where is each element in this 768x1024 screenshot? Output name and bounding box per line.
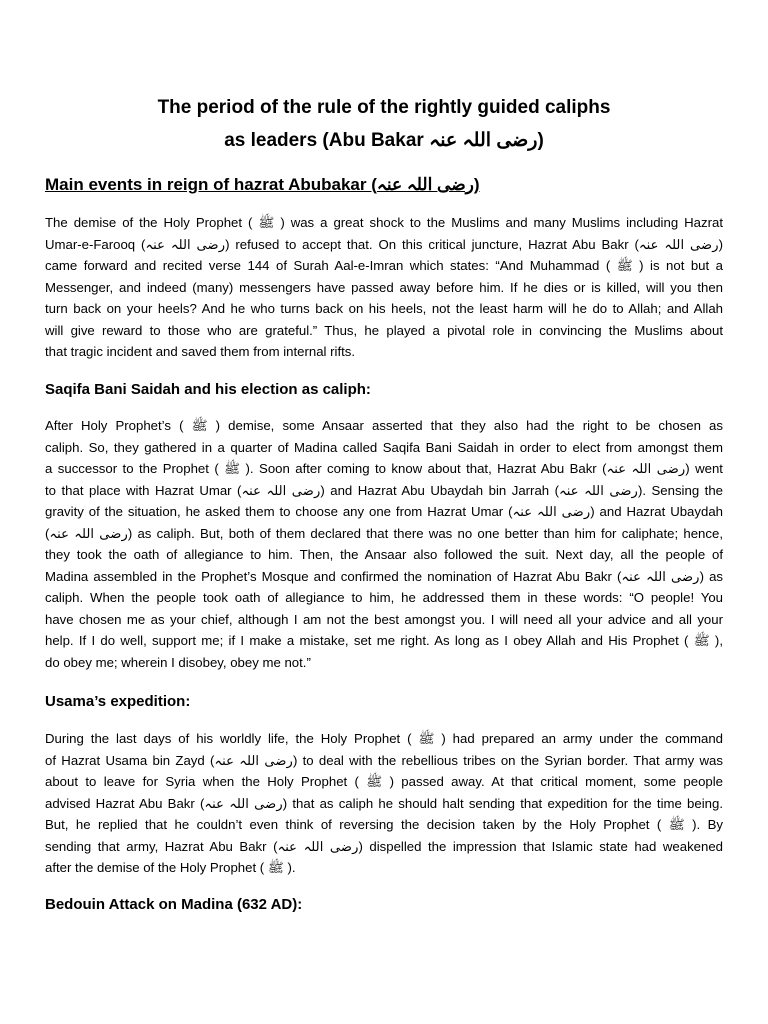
paragraph-line: help. If I do well, support me; if I make a mistake, set me right. As long as I obey Allah and His Prophet ( ﷺ ), bbox=[45, 633, 723, 648]
paragraph-line: caliph. When the people took oath of allegiance to him, he addressed them in these words: “O people! You bbox=[45, 590, 723, 605]
paragraph-line: of Hazrat Usama bin Zayd (رضی اللہ عنہ) to deal with the rebellious tribes on the Syrian border. That army was bbox=[45, 752, 723, 768]
usama-paragraph bbox=[45, 728, 723, 879]
paragraph-line: Messenger, and indeed (many) messengers have passed away before him. If he dies or is killed, will you then bbox=[45, 279, 723, 295]
paragraph-line: The demise of the Holy Prophet ( ﷺ ) was a great shock to the Muslims and many Muslims including Hazrat bbox=[45, 215, 723, 230]
paragraph-line: came forward and recited verse 144 of Surah Aal-e-Imran which states: “And Muhammad ( ﷺ ) is not but a bbox=[45, 258, 724, 273]
paragraph-line: do obey me; wherein I disobey, obey me not.” bbox=[45, 654, 311, 670]
paragraph-line: that tragic incident and saved them from internal rifts. bbox=[45, 344, 356, 359]
paragraph-line: sending that army, Hazrat Abu Bakr (رضی اللہ عنہ) dispelled the impression that Islamic state had weakened bbox=[45, 838, 723, 854]
usama-heading: Usama’s expedition: bbox=[45, 693, 191, 710]
paragraph-line: have chosen me as your chief, although I am not the best amongst you. I will need all your advice and all your bbox=[45, 611, 723, 627]
paragraph-line: turn back on your heels? And he who turns back on his heels, not the least harm will he do to Allah; and Allah bbox=[45, 301, 723, 316]
paragraph-line: about to leave for Syria when the Holy Prophet ( ﷺ ) passed away. At that critical moment, some people bbox=[45, 774, 723, 789]
document-title-line-1: The period of the rule of the rightly guided caliphs bbox=[157, 97, 611, 118]
paragraph-line: a successor to the Prophet ( ﷺ ). Soon after coming to know about that, Hazrat Abu Bakr (رضی اللہ عنہ) went bbox=[45, 461, 723, 476]
document-title-line-2: as leaders (Abu Bakar رضی اللہ عنہ) bbox=[224, 130, 544, 151]
paragraph-line: Madina assembled in the Prophet’s Mosque and confirmed the nomination of Hazrat Abu Bakr (رضی اللہ عنہ) as bbox=[45, 568, 723, 584]
saqifa-paragraph bbox=[45, 415, 723, 673]
intro-paragraph bbox=[45, 212, 723, 363]
main-events-heading: Main events in reign of hazrat Abubakar (رضی اللہ عنہ) bbox=[45, 175, 480, 194]
paragraph-line: During the last days of his worldly life, the Holy Prophet ( ﷺ ) had prepared an army under the command bbox=[45, 731, 723, 746]
paragraph-line: Umar-e-Farooq (رضی اللہ عنہ) refused to accept that. On this critical juncture, Hazrat Abu Bakr (رضی اللہ عنہ) bbox=[45, 236, 723, 252]
paragraph-line: (رضی اللہ عنہ) as caliph. But, both of them declared that there was no one better than him for caliphate; hence, bbox=[45, 525, 723, 541]
saqifa-heading: Saqifa Bani Saidah and his election as caliph: bbox=[45, 381, 371, 398]
paragraph-line: will give reward to those who are grateful.” Thus, he played a pivotal role in convincing the Muslims about bbox=[45, 322, 723, 338]
paragraph-line: advised Hazrat Abu Bakr (رضی اللہ عنہ) that as caliph he should halt sending that expedition for the time being. bbox=[45, 795, 723, 811]
paragraph-line: to that place with Hazrat Umar (رضی اللہ عنہ) and Hazrat Abu Ubaydah bin Jarrah (رضی اللہ عنہ). Sensing the bbox=[45, 482, 723, 498]
paragraph-line: they took the oath of allegiance to him. Then, the Ansaar also followed the suit. Next day, all the people of bbox=[45, 547, 723, 562]
paragraph-line: caliph. So, they gathered in a quarter of Madina called Saqifa Bani Saidah in order to elect from amongst them bbox=[45, 439, 723, 455]
paragraph-line: After Holy Prophet’s ( ﷺ ) demise, some Ansaar asserted that they also had the right to be chosen as bbox=[45, 418, 723, 433]
paragraph-line: after the demise of the Holy Prophet ( ﷺ ). bbox=[45, 860, 296, 875]
paragraph-line: But, he replied that he couldn’t even think of reversing the decision taken by the Holy Prophet ( ﷺ ). By bbox=[45, 817, 724, 832]
bedouin-heading: Bedouin Attack on Madina (632 AD): bbox=[45, 896, 303, 913]
paragraph-line: gravity of the situation, he asked them to choose any one from Hazrat Umar (رضی اللہ عنہ) and Hazrat Ubaydah bbox=[45, 504, 723, 519]
